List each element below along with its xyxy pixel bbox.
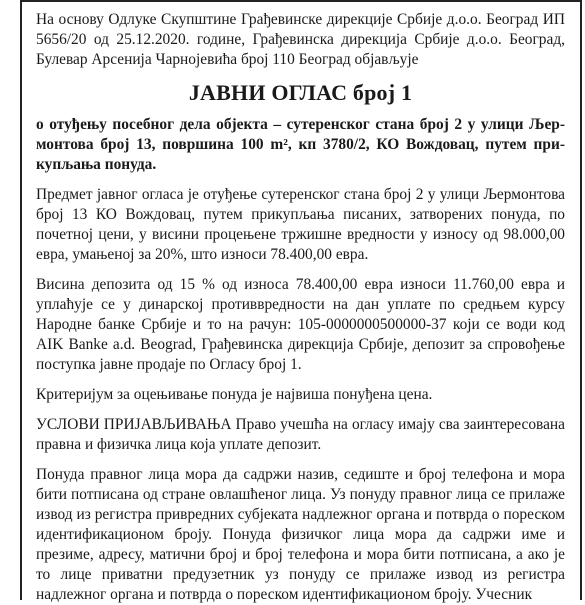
criteria-paragraph: Критеријум за оцењивање понуда је највиша понуђена цена. — [36, 386, 433, 403]
conditions-text: Право учешћа на огласу имају сва заинтересована правна и физичка лица која уплате депозит. — [36, 416, 565, 453]
public-notice — [20, 0, 582, 603]
deposit-paragraph: Висина депозита од 15 % од износа 78.400,00 евра износи 11.760,00 евра и уплаћује се у динарској противвредности на дан уплате по средњем курсу Народне банке Србије и то на рачун: 105-0000000500000-37 који се води код AIK Banke a.d. Beograd, Грађевинска дирекција Србије, депозит за спровођење поступка јавне продаје по Огласу број 1. — [36, 276, 565, 373]
subject-paragraph: Предмет јавног огласа је отуђење сутеренског стана број 2 у улици Љермонтова број 13 КО Вождовац, путем прикупљања писаних, затворених понуда, по почетној цени, у висини процењене тржишне вредности у износу од 98.000,00 евра, умањеној за 20%, што износи 78.400,00 евра. — [36, 186, 565, 263]
offer-requirements-paragraph: Понуда правног лица мора да садржи назив, седиште и број телефона и мора бити потписана од стране овлашћеног лица. Уз понуду правног лица се прилаже извод из регистра привредних субјеката надлежног органа и потврда о пореском идентификационом броју. Понуда физичког лица мора да садржи име и презиме, адресу, матични број и број телефона и мора бити потписана, а ако је то лице приватни предузетник уз понуду се прилаже извод из регистра надлежног органа и потврда о пореском идентификационом броју. Учесник — [36, 466, 565, 603]
conditions-lead: УСЛОВИ ПРИЈАВЉИВАЊА — [36, 416, 232, 433]
intro-paragraph: На основу Одлуке Скупштине Грађевинске дирекције Србије д.о.о. Београд ИП 5656/20 од 25.12.2020. године, Грађевинска дирекција Србије д.о.о. Београд, Булевар Арсенија Чарнојевића број 110 Београд објављује — [36, 11, 565, 68]
notice-title: ЈАВНИ ОГЛАС број 1 — [188, 80, 413, 105]
notice-subject: о отуђењу посебног дела објекта – сутеренског стана број 2 у улици Љермонтова број 13, површина 100 m², кп 3780/2, КО Вождовац, путем прикупљања понуда. — [36, 116, 565, 173]
conditions-paragraph — [36, 415, 565, 455]
